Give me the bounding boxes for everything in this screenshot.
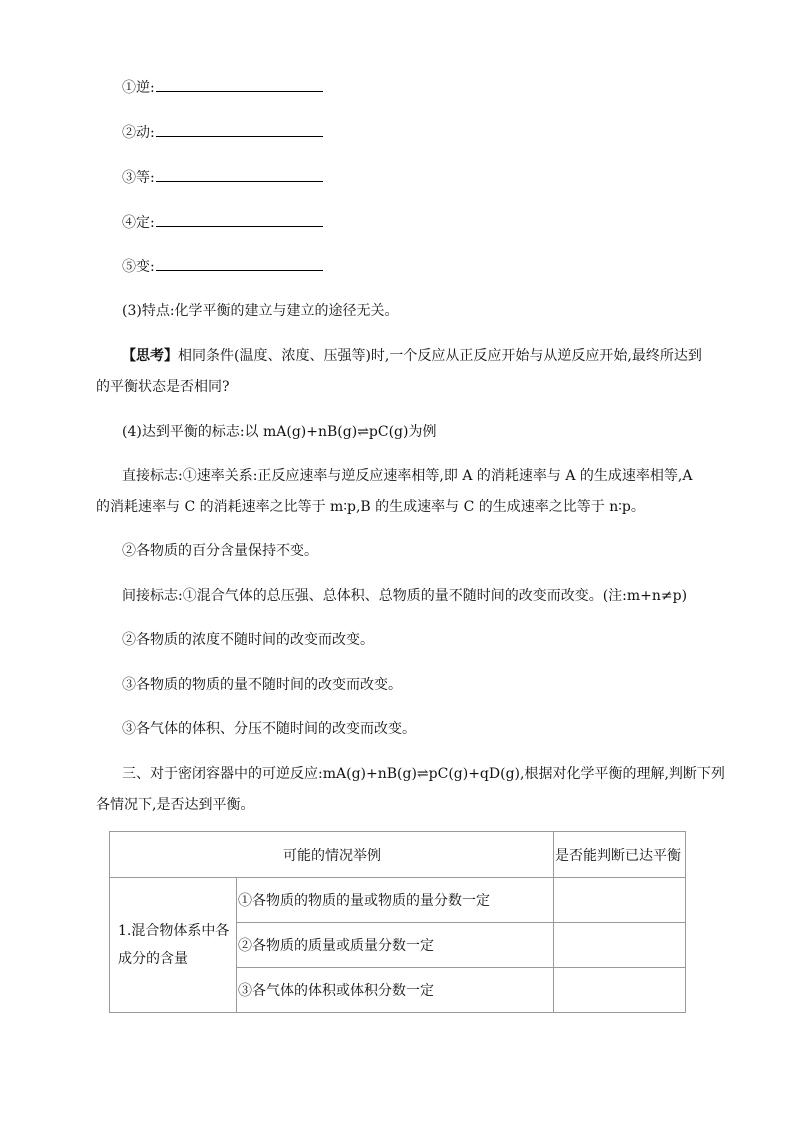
group-label-line1: 1.混合物体系中各 <box>118 923 230 939</box>
think-line-1 <box>122 348 702 364</box>
group-label <box>110 878 237 1013</box>
blank-label: ②动: <box>122 125 155 141</box>
blank-line-3 <box>122 170 323 186</box>
group-label-line2: 成分的含量 <box>118 951 188 967</box>
answer-blank[interactable] <box>156 125 323 137</box>
feature-text: (3)特点:化学平衡的建立与建立的途径无关。 <box>122 303 399 319</box>
direct-line-1: 直接标志:①速率关系:正反应速率与逆反应速率相等,即 A 的消耗速率与 A 的生成速率相等,A <box>122 468 693 484</box>
indirect-item-3: ③各物质的物质的量不随时间的改变而改变。 <box>122 677 402 693</box>
blank-line-1 <box>122 80 323 96</box>
header-judge: 是否能判断已达平衡 <box>554 832 686 878</box>
think-line-2: 的平衡状态是否相同? <box>96 379 230 395</box>
sign-heading: (4)达到平衡的标志:以 mA(g)+nB(g)⇌pC(g)为例 <box>122 424 437 440</box>
think-text: 相同条件(温度、浓度、压强等)时,一个反应从正反应开始与从逆反应开始,最终所达到 <box>178 348 702 364</box>
direct-line-2: 的消耗速率与 C 的消耗速率之比等于 m∶p,B 的生成速率与 C 的生成速率之比等于 n∶p。 <box>96 499 645 515</box>
judge-cell[interactable] <box>554 878 686 923</box>
judge-cell[interactable] <box>554 968 686 1013</box>
equilibrium-table <box>109 831 686 1013</box>
indirect-item-2: ②各物质的浓度不随时间的改变而改变。 <box>122 632 374 648</box>
blank-label: ③等: <box>122 170 155 186</box>
answer-blank[interactable] <box>156 259 323 271</box>
indirect-item-4: ③各气体的体积、分压不随时间的改变而改变。 <box>122 721 416 737</box>
section3-line-1: 三、对于密闭容器中的可逆反应:mA(g)+nB(g)⇌pC(g)+qD(g),根据对化学平衡的理解,判断下列 <box>122 766 725 782</box>
condition-cell: ①各物质的物质的量或物质的量分数一定 <box>237 878 554 923</box>
judge-cell[interactable] <box>554 923 686 968</box>
blank-label: ①逆: <box>122 80 155 96</box>
blank-line-4 <box>122 215 323 231</box>
header-example: 可能的情况举例 <box>110 832 554 878</box>
table-row <box>110 878 686 923</box>
condition-cell: ③各气体的体积或体积分数一定 <box>237 968 554 1013</box>
answer-blank[interactable] <box>156 80 323 92</box>
blank-label: ⑤变: <box>122 259 155 275</box>
section3-line-2: 各情况下,是否达到平衡。 <box>96 797 255 813</box>
blank-label: ④定: <box>122 215 155 231</box>
answer-blank[interactable] <box>156 170 323 182</box>
answer-blank[interactable] <box>156 215 323 227</box>
indirect-line-1: 间接标志:①混合气体的总压强、总体积、总物质的量不随时间的改变而改变。(注:m+n≠p) <box>122 588 688 604</box>
blank-line-5 <box>122 259 323 275</box>
think-tag: 【思考】 <box>122 348 178 364</box>
table-header-row <box>110 832 686 878</box>
condition-cell: ②各物质的质量或质量分数一定 <box>237 923 554 968</box>
blank-line-2 <box>122 125 323 141</box>
direct-item-2: ②各物质的百分含量保持不变。 <box>122 543 318 559</box>
